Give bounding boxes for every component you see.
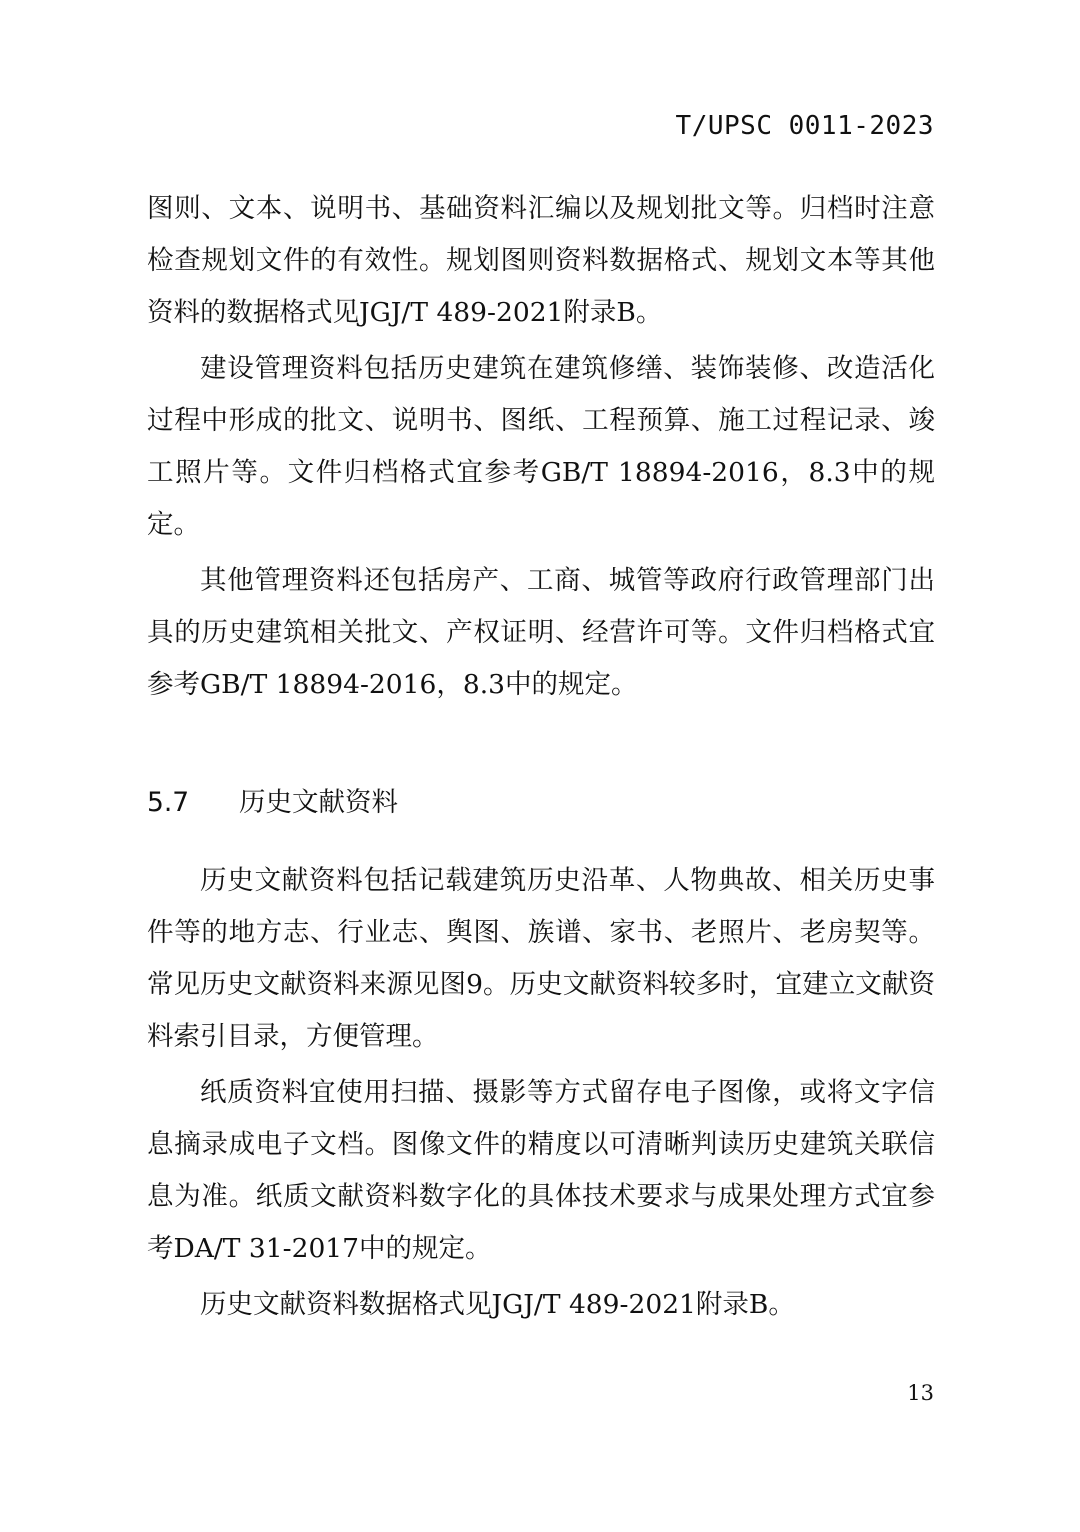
paragraph-other-management: 其他管理资料还包括房产、工商、城管等政府行政管理部门出具的历史建筑相关批文、产权证明、经营许可等。文件归档格式宜参考GB/T 18894-2016，8.3中的规定。 [147, 565, 935, 700]
section-number: 5.7 [147, 787, 190, 818]
paragraph-construction-management: 建设管理资料包括历史建筑在建筑修缮、装饰装修、改造活化过程中形成的批文、说明书、图纸、工程预算、施工过程记录、竣工照片等。文件归档格式宜参考GB/T 18894-2016，8.3中的规定。 [147, 353, 935, 540]
page-body [147, 183, 935, 1335]
document-code: T/UPSC 0011-2023 [675, 111, 934, 141]
paragraph-data-format: 历史文献资料数据格式见JGJ/T 489-2021附录B。 [200, 1289, 795, 1320]
paragraph-planning-continued: 图则、文本、说明书、基础资料汇编以及规划批文等。归档时注意检查规划文件的有效性。规划图则资料数据格式、规划文本等其他资料的数据格式见JGJ/T 489-2021附录B。 [147, 193, 935, 328]
paragraph-historical-documents: 历史文献资料包括记载建筑历史沿革、人物典故、相关历史事件等的地方志、行业志、舆图、族谱、家书、老照片、老房契等。常见历史文献资料来源见图9。历史文献资料较多时，宜建立文献资料索引目录，方便管理。 [147, 865, 935, 1052]
section-title: 历史文献资料 [239, 787, 398, 818]
paragraph-paper-digitization: 纸质资料宜使用扫描、摄影等方式留存电子图像，或将文字信息摘录成电子文档。图像文件的精度以可清晰判读历史建筑关联信息为准。纸质文献资料数字化的具体技术要求与成果处理方式宜参考DA/T 31-2017中的规定。 [147, 1077, 935, 1264]
section-heading [147, 777, 935, 829]
page-number: 13 [907, 1381, 934, 1405]
